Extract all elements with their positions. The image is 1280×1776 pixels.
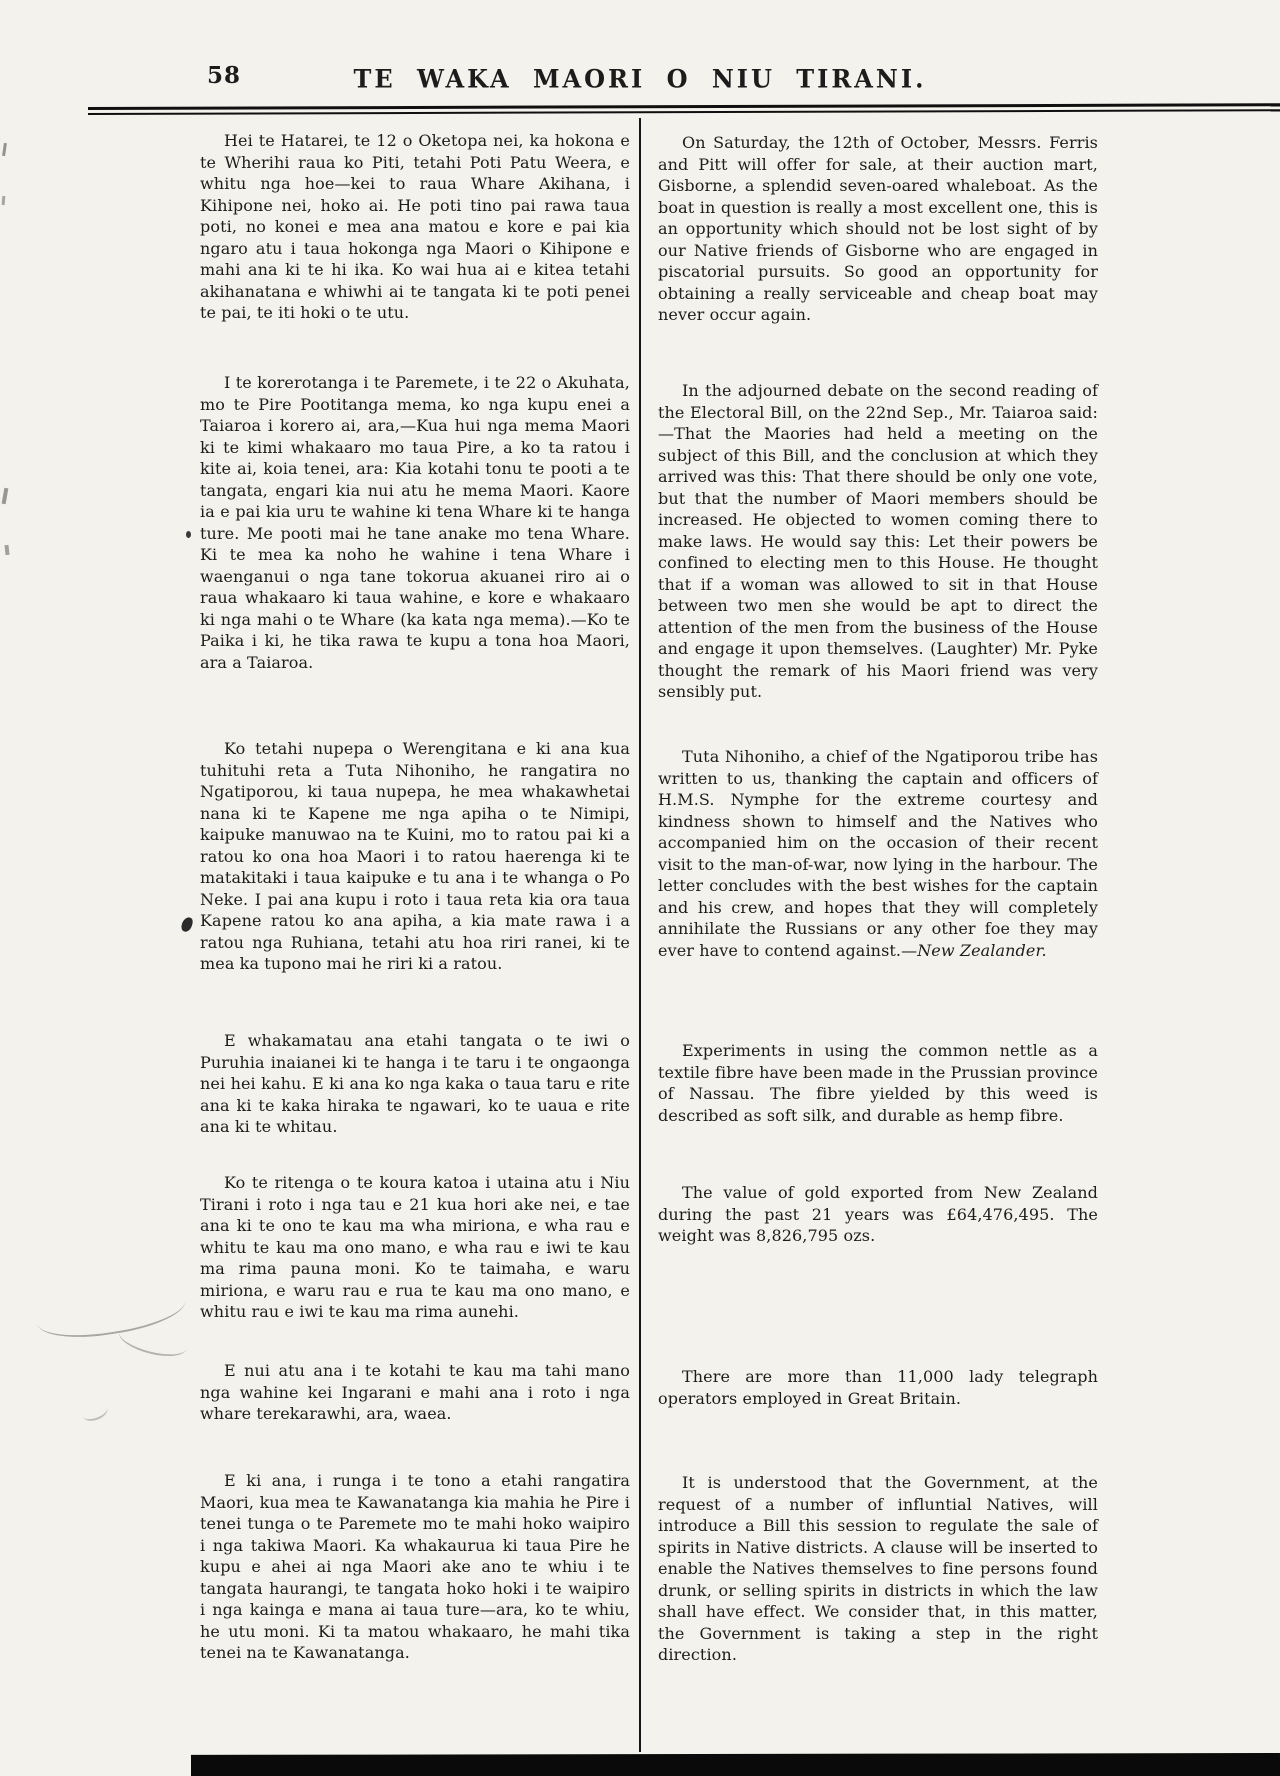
margin-mark-4 [4, 545, 9, 555]
page-number: 58 [207, 62, 242, 89]
scan-bottom-edge [191, 1753, 1280, 1776]
english-paragraph-7: It is understood that the Government, at the request of a number of influntial Natives, will introduce a Bill this session to regulate the sale of spirits in Native districts. A clause will be inserted to enable the Natives themselves to fine persons found drunk, or selling spirits in districts in which the law shall have effect. We consider that, in this matter, the Government is taking a step in the right direction. [658, 1473, 1098, 1664]
english-paragraph-6: There are more than 11,000 lady telegraph operators employed in Great Britain. [658, 1367, 1098, 1408]
maori-paragraph-3: Ko tetahi nupepa o Werengitana e ki ana kua tuhituhi reta a Tuta Nihoniho, he rangatira no Ngatiporou, ki taua nupepa, he mea whakawhetai nana ki te Kapene me nga apiha o te Nimipi, kaipuke manuwao na te Kuini, mo to ratou pai ki a ratou ko ona hoa Maori i to ratou haerenga ki te matakitaki i taua kaipuke e tu ana i te whanga o Po Neke. I pai ana kupu i roto i taua reta kia ora taua Kapene ratou ko ana apiha, a kia mate rawa i a ratou nga Ruhiana, tetahi atu hoa riri ranei, ki te mea ka tupono mai he riri ki a ratou. [200, 739, 630, 973]
citation-new-zealander: New Zealander. [917, 940, 1047, 960]
english-paragraph-3-text: Tuta Nihoniho, a chief of the Ngatiporou tribe has written to us, thanking the captain and officers of H.M.S. Nymphe for the extreme courtesy and kindness shown to himself and the Natives who accompanied him on the occasion of their recent visit to the man-of-war, now lying in the harbour. The letter concludes with the best wishes for the captain and his crew, and hopes that they will completely annihilate the Russians or any other foe they may ever have to contend against.— [658, 747, 1098, 960]
pencil-scribble-3 [80, 1400, 110, 1424]
english-paragraph-2: In the adjourned debate on the second reading of the Electoral Bill, on the 22nd Sep., Mr. Taiaroa said:—That the Maories had held a meeting on the subject of this Bill, and the conclusion at which they arrived was this: That there should be only one vote, but that the number of Maori members should be increased. He objected to women coming there to make laws. He would say this: Let their powers be confined to electing men to this House. He thought that if a woman was allowed to sit in that House between two men she would be apt to direct the attention of the men from the business of the House and engage it upon themselves. (Laughter) Mr. Pyke thought the remark of his Maori friend was very sensibly put. [658, 381, 1098, 701]
english-column [658, 0, 1098, 1776]
maori-paragraph-4: E whakamatau ana etahi tangata o te iwi o Puruhia inaianei ki te hanga i te taru i te ongaonga nei hei kahu. E ki ana ko nga kaka o taua taru e rite ana ki te kaka hiraka te ngawari, ko te uaua e rite ana ki te whitau. [200, 1031, 630, 1136]
english-paragraph-1: On Saturday, the 12th of October, Messrs. Ferris and Pitt will offer for sale, at their auction mart, Gisborne, a splendid seven-oared whaleboat. As the boat in question is really a most excellent one, this is an opportunity which should not be lost sight of by our Native friends of Gisborne who are engaged in piscatorial pursuits. So good an opportunity for obtaining a really serviceable and cheap boat may never occur again. [658, 133, 1098, 324]
maori-column [200, 0, 630, 1776]
english-paragraph-3 [658, 746, 1098, 961]
english-paragraph-4: Experiments in using the common nettle as a textile fibre have been made in the Prussian province of Nassau. The fibre yielded by this weed is described as soft silk, and durable as hemp fibre. [658, 1041, 1098, 1125]
maori-paragraph-5: Ko te ritenga o te koura katoa i utaina atu i Niu Tirani i roto i nga tau e 21 kua hori ake nei, e tae ana ki te ono te kau ma wha miriona, e wha rau e whitu te kau ma ono mano, e wha rau e iwi te kau ma rima pauna moni. Ko te taimaha, e waru miriona, e waru rau e rua te kau ma ono mano, e whitu rau e iwi te kau ma rima aunehi. [200, 1173, 630, 1321]
page-title: TE WAKA MAORI O NIU TIRANI. [353, 63, 927, 94]
maori-paragraph-2: I te korerotanga i te Paremete, i te 22 o Akuhata, mo te Pire Pootitanga mema, ko nga kupu enei a Taiaroa i korero ai, ara,—Kua hui nga mema Maori ki te kimi whakaaro mo taua Pire, a ko ta ratou i kite ai, koia tenei, ara: Kia kotahi tonu te pooti a te tangata, engari kia nui atu he mema Maori. Kaore ia e pai kia uru te wahine ki tena Whare ki te hanga ture. Me pooti mai he tane anake mo tena Whare. Ki te mea ka noho he wahine i tena Whare i waenganui o nga tane tokorua akuanei riro ai o raua whakaaro ki taua wahine, e kore e whakaaro ki nga mahi o te Whare (ka kata nga mema).—Ko te Paika i ki, he tika rawa te kupu a tona hoa Maori, ara a Taiaroa. [200, 373, 630, 672]
margin-mark-3 [2, 488, 9, 504]
english-paragraph-5: The value of gold exported from New Zealand during the past 21 years was £64,476,495. The weight was 8,826,795 ozs. [658, 1183, 1098, 1245]
margin-mark-2 [2, 196, 6, 205]
maori-paragraph-7: E ki ana, i runga i te tono a etahi rangatira Maori, kua mea te Kawanatanga kia mahia he Pire i tenei tunga o te Paremete mo te mahi hoko waipiro i nga takiwa Maori. Ka whakaurua ki taua Pire he kupu e ahei ai nga Maori ake ano te whiu i te tangata haurangi, te tangata hoko hoki i te waipiro i nga kainga e mana ai taua ture—ara, ko te whiu, he utu moni. Ki ta matou whakaaro, he mahi tika tenei na te Kawanatanga. [200, 1471, 630, 1662]
maori-paragraph-1: Hei te Hatarei, te 12 o Oketopa nei, ka hokona e te Wherihi raua ko Piti, tetahi Poti Patu Weera, e whitu nga hoe—kei to raua Whare Akihana, i Kihipone nei, hoko ai. He poti tino pai rawa taua poti, no konei e mea ana matou e kore e pai kia ngaro atu i taua hokonga nga Maori o Kihipone e mahi ana ki te hi ika. Ko wai hua ai e kitea tetahi akihanatana e whiwhi ai te tangata ki te poti penei te pai, te iti hoki o te utu. [200, 131, 630, 322]
ink-dot [186, 531, 191, 538]
ink-blot [180, 916, 194, 933]
maori-paragraph-6: E nui atu ana i te kotahi te kau ma tahi mano nga wahine kei Ingarani e mahi ana i roto i nga whare terekarawhi, ara, waea. [200, 1361, 630, 1423]
margin-mark-1 [2, 143, 7, 156]
column-divider-rule [639, 118, 641, 1752]
